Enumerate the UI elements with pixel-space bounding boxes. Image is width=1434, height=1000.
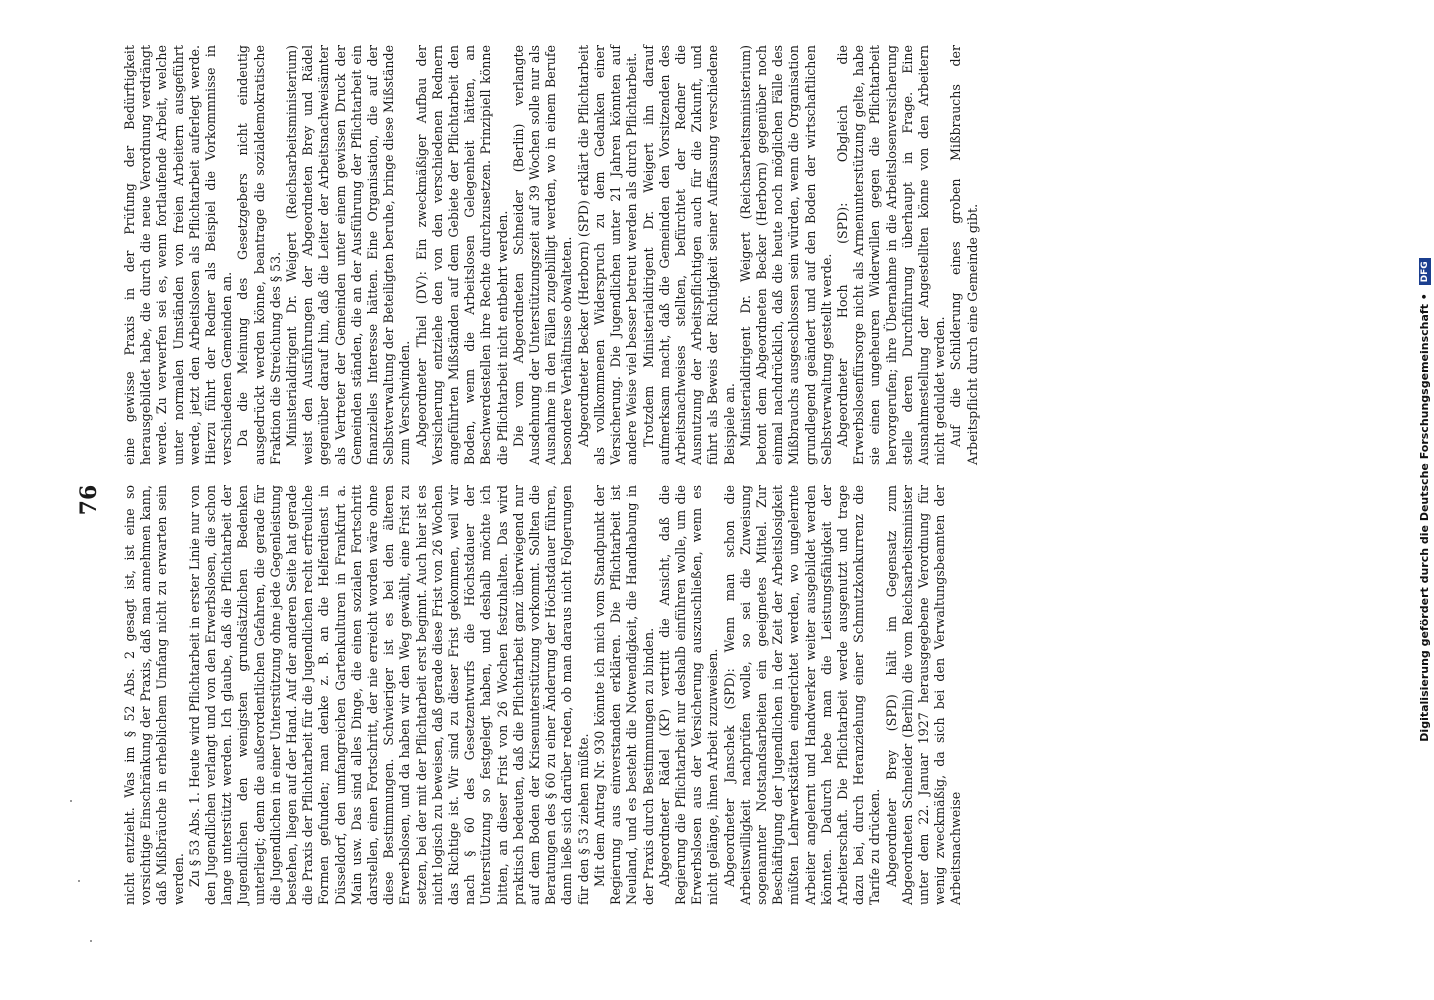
paragraph: Abgeordneter Becker (Herborn) (SPD) erklärt die Pflichtarbeit als vollkommenen Widerspruch zu dem Gedanken einer Versicherung. Die Jugendlichen unter 21 Jahren könnten auf andere Weise viel besser betreut werden als durch Pflichtarbeit. xyxy=(575,45,640,465)
paragraph: Zu § 53 Abs. 1. Heute wird Pflichtarbeit in erster Linie nur von den Jugendlichen verlangt und von den Erwerbslosen, die schon lange unterstützt werden. Ich glaube, daß die Pflichtarbeit der Jugendlichen den wenigsten grundsätzlichen Bedenken unterliegt; denn die außerordentlichen Gefahren, die gerade für die Jugendlichen in einer Unterstützung ohne jede Gegenleistung bestehen, liegen auf der Hand. Auf der anderen Seite hat gerade die Praxis der Pflichtarbeit für die Jugendlichen recht erfreuliche Formen gefunden; man denke z. B. an die Helferdienst in Düsseldorf, den umfangreichen Gartenkulturen in Frankfurt a. Main usw. Das sind alles Dinge, die einen sozialen Fortschritt darstellen, einen Fortschritt, der nie erreicht worden wäre ohne diese Bestimmungen. Schwieriger ist es bei den älteren Erwerbslosen, und da haben wir den Weg gewählt, eine Frist zu setzen, bei der mit der Pflichtarbeit erst beginnt. Auch hier ist es nicht logisch zu beweisen, daß gerade diese Frist von 26 Wochen das Richtige ist. Wir sind zu dieser Frist gekommen, weil wir nach § 60 des Gesetzentwurfs die Höchstdauer der Unterstützung so festgelegt haben, und deshalb möchte ich bitten, an dieser Frist von 26 Wochen festzuhalten. Das wird praktisch bedeuten, daß die Pflichtarbeit ganz überwiegend nur auf dem Boden der Krisenunterstützung vorkommt. Sollten die Beratungen des § 60 zu einer Änderung der Höchstdauer führen, dann ließe sich darüber reden, ob man daraus nicht Folgerungen für den § 53 ziehen müßte. xyxy=(186,485,591,905)
paragraph: nicht entzieht. Was im § 52 Abs. 2 gesagt ist, ist eine so vorsichtige Einschränkung der Praxis, daß man annehmen kann, daß Mißbräuche in erheblichem Umfang nicht zu erwarten sein werden. xyxy=(122,485,186,905)
paragraph: Abgeordneter Thiel (DV): Ein zweckmäßiger Aufbau der Versicherung entziehe den von den verschiedenen Rednern angeführten Mißständen auf dem Gebiete der Pflichtarbeit den Boden, wenn die Arbeitslosen Gelegenheit hätten, an Beschwerdestellen ihre Rechte durchzusetzen. Prinzipiell könne die Pflichtarbeit nicht entbehrt werden. xyxy=(413,45,510,465)
paragraph: Abgeordneter Brey (SPD) hält im Gegensatz zum Abgeordneten Schneider (Berlin) die vom Reichsarbeitsminister unter dem 22. Januar 1927 herausgegebene Verordnung für wenig zweckmäßig, da sich bei den Verwaltungsbeamten der Arbeitsnachweise xyxy=(883,485,964,905)
scan-speckle xyxy=(78,880,80,882)
paragraph: Auf die Schilderung eines groben Mißbrauchs der Arbeitspflicht durch eine Gemeinde gibt. xyxy=(948,45,980,465)
paragraph: Abgeordneter Hoch (SPD): Obgleich die Erwerbslosenfürsorge nicht als Armenunterstützung gelte, habe sie einen ungeheuren Widerwillen gegen die Pflichtarbeit hervorgerufen; ihre Übernahme in die Arbeitslosenversicherung stelle deren Durchführung überhaupt in Frage. Eine Ausnahmestellung der Angestellten könne von den Arbeitern nicht geduldet werden. xyxy=(834,45,948,465)
dfg-logo: DFG xyxy=(1419,258,1431,285)
paragraph: Abgeordneter Janschek (SPD): Wenn man schon die Arbeitswilligkeit nachprüfen wolle, so sei die Zuweisung sogenannter Notstandsarbeiten ein geeignetes Mittel. Zur Beschäftigung der Jugendlichen in der Zeit der Arbeitslosigkeit müßten Lehrwerkstätten eingerichtet werden, wo ungelernte Arbeiter angelernt und Handwerker weiter ausgebildet werden könnten. Dadurch hebe man die Leistungsfähigkeit der Arbeiterschaft. Die Pflichtarbeit werde ausgenutzt und trage dazu bei, durch Heranziehung einer Schmutzkonkurrenz die Tarife zu drücken. xyxy=(721,485,883,905)
page-number: 76 xyxy=(76,484,102,516)
paragraph: Trotzdem Ministerialdirigent Dr. Weigert ihn darauf aufmerksam macht, daß die Gemeinden den Vorsitzenden des Arbeitsnachweises stellten, befürchtet der Redner die Ausnutzung der Arbeitspflichtigen auch für die Zukunft, und führt als Beweis der Richtigkeit seiner Auffassung verschiedene Beispiele an. xyxy=(640,45,737,465)
digitization-footer xyxy=(1418,10,1431,990)
scan-speckle xyxy=(90,940,92,942)
paragraph: Die vom Abgeordneten Schneider (Berlin) verlangte Ausdehnung der Unterstützungszeit auf 39 Wochen solle nur als Ausnahme in den Fällen zugebilligt werden, wo in einem Berufe besondere Verhältnisse obwalteten. xyxy=(510,45,575,465)
paragraph: Abgeordneter Rädel (KP) vertritt die Ansicht, daß die Regierung die Pflichtarbeit nur deshalb einführen wolle, um die Erwerbslosen aus der Versicherung auszuschließen, wenn es nicht gelänge, ihnen Arbeit zuzuweisen. xyxy=(656,485,721,905)
paragraph: Mit dem Antrag Nr. 930 könnte ich mich vom Standpunkt der Regierung aus einverstanden erklären. Die Pflichtarbeit ist Neuland, und es besteht die Notwendigkeit, die Handhabung in der Praxis durch Bestimmungen zu binden. xyxy=(591,485,656,905)
scan-speckle xyxy=(70,800,72,802)
paragraph: Da die Meinung des Gesetzgebers nicht eindeutig ausgedrückt werden könne, beantrage die sozialdemokratische Fraktion die Streichung des § 53. xyxy=(235,45,283,465)
paragraph: eine gewisse Praxis in der Prüfung der Bedürftigkeit herausgebildet habe, die durch die neue Verordnung verdrängt werde. Zu verwerfen sei es, wenn fortlaufende Arbeit, welche unter normalen Umständen von freien Arbeitern ausgeführt werde, jetzt den Arbeitslosen als Pflichtarbeit auferlegt werde. Hierzu führt der Redner als Beispiel die Vorkommnisse in verschiedenen Gemeinden an. xyxy=(122,45,235,465)
left-column xyxy=(122,485,964,905)
right-column xyxy=(122,45,980,465)
paragraph: Ministerialdirigent Dr. Weigert (Reichsarbeitsministerium) betont dem Abgeordneten Becker (Herborn) gegenüber noch einmal nachdrücklich, daß die heute noch möglichen Fälle des Mißbrauchs ausgeschlossen sein würden, wenn die Organisation grundlegend geändert und auf den Boden der wirtschaftlichen Selbstverwaltung gestellt werde. xyxy=(737,45,834,465)
footer-text: Digitalisierung gefördert durch die Deutsche Forschungsgemeinschaft • xyxy=(1418,293,1431,742)
paragraph: Ministerialdirigent Dr. Weigert (Reichsarbeitsministerium) weist den Ausführungen der Abgeordneten Brey und Rädel gegenüber darauf hin, daß die Leiter der Arbeitsnachweisämter als Vertreter der Gemeinden unter einem gewissen Druck der Gemeinden ständen, die an der Ausführung der Pflichtarbeit ein finanzielles Interesse hätten. Eine Organisation, die auf der Selbstverwaltung der Beteiligten beruhe, bringe diese Mißstände zum Verschwinden. xyxy=(284,45,413,465)
